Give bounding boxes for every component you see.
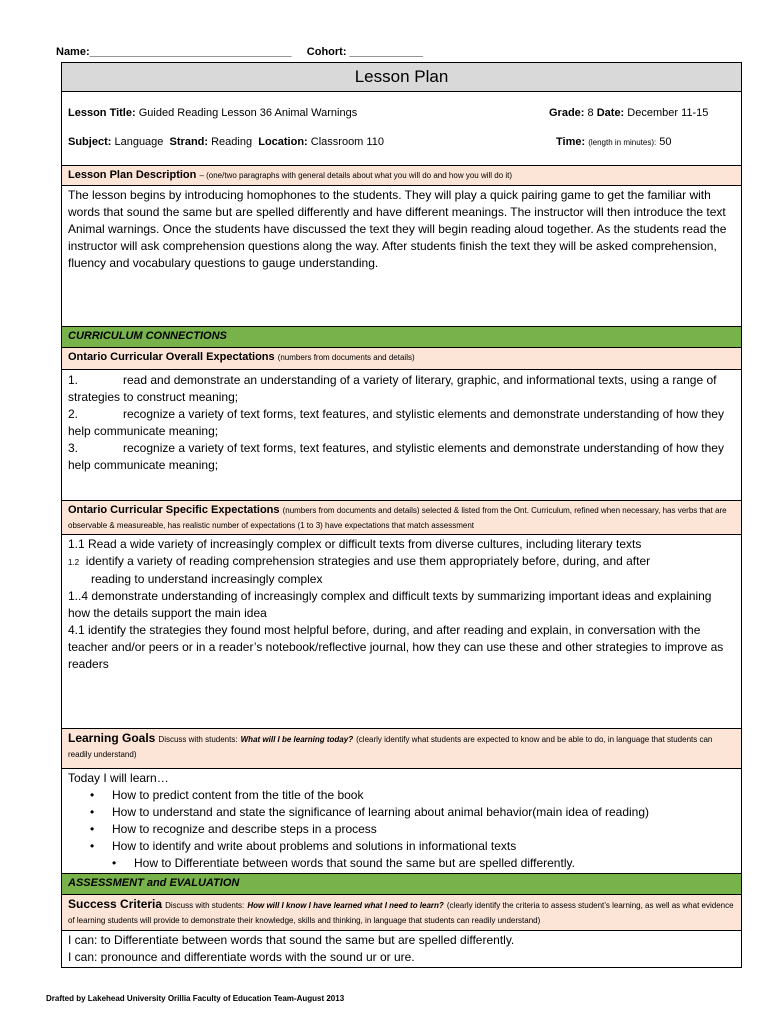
lesson-info xyxy=(62,91,741,165)
list-item: • How to identify and write about problems and solutions in informational texts xyxy=(112,838,735,855)
lesson-plan-table xyxy=(61,62,742,968)
success-criterion: I can: pronounce and differentiate words with the sound ur or ure. xyxy=(68,950,415,964)
description-text: The lesson begins by introducing homophones to the students. They will play a quick pairing game to get the familiar with words that sound the same but are spelled differently and have different meanings. The instructor will then introduce the text Animal warnings. Once the students have discussed the text they will begin reading aloud together. As the students read the instructor will ask comprehension questions along the way. After students finish the text they will be asked comprehension, fluency and vocabulary questions to gauge understanding. xyxy=(62,185,741,326)
specific-expectation-item-cont: reading to understand increasingly complex xyxy=(91,572,323,586)
learning-goals-header: Learning Goals Discuss with students: What will I be learning today? (clearly identify what students are expected to know and be able to do, in language that students can readily understand) xyxy=(62,728,741,768)
overall-expectations-list xyxy=(62,369,741,500)
specific-expectations-header: Ontario Curricular Specific Expectations (numbers from documents and details) selected & listed from the Ont. Curriculum, refined when necessary, has verbs that are observable & measureable, has realistic number of expectations (1 to 3) have expectations that match assessment xyxy=(62,500,741,534)
success-criterion: I can: to Differentiate between words that sound the same but are spelled differently. xyxy=(68,933,515,947)
subject-strand-location-field: Subject: Language Strand: Reading Location: Classroom 110 xyxy=(68,136,384,148)
overall-expectation-item: 1. read and demonstrate an understanding of a variety of literary, graphic, and informational texts, using a range of strategies to construct meaning; xyxy=(68,373,717,404)
lesson-title-field: Lesson Title: Guided Reading Lesson 36 Animal Warnings xyxy=(68,107,358,119)
description-header: Lesson Plan Description – (one/two paragraphs with general details about what you will do and how you will do it) xyxy=(62,165,741,185)
learning-goals-intro: Today I will learn… xyxy=(68,771,169,785)
name-field-label: Name:_________________________________ xyxy=(56,46,292,58)
grade-date-field: Grade: 8 Date: December 11-15 xyxy=(549,107,709,119)
name-cohort-line xyxy=(56,46,423,58)
overall-expectation-item: 3. recognize a variety of text forms, text features, and stylistic elements and demonstrate understanding of how they help communicate meaning; xyxy=(68,441,724,472)
list-item: • How to understand and state the significance of learning about animal behavior(main idea of reading) xyxy=(112,804,735,821)
success-criteria-header: Success Criteria Discuss with students: How will I know I have learned what I need to learn? (clearly identify the criteria to assess student’s learning, as well as what evidence of learning students will provide to demonstrate their knowledge, skills and thinking, in language that students can readily understand) xyxy=(62,894,741,930)
list-item: • How to predict content from the title of the book xyxy=(112,787,735,804)
page-title: Lesson Plan xyxy=(62,63,741,91)
specific-expectation-item: 1..4 demonstrate understanding of increasingly complex and difficult texts by summarizing important ideas and explaining how the details support the main idea xyxy=(68,589,712,620)
overall-expectations-header: Ontario Curricular Overall Expectations (numbers from documents and details) xyxy=(62,347,741,369)
specific-expectation-item: 1.1 Read a wide variety of increasingly complex or difficult texts from diverse cultures, including literary texts xyxy=(68,537,642,551)
success-criteria-list xyxy=(62,930,741,967)
list-item: • How to recognize and describe steps in a process xyxy=(112,821,735,838)
overall-expectation-item: 2. recognize a variety of text forms, text features, and stylistic elements and demonstrate understanding of how they help communicate meaning; xyxy=(68,407,724,438)
specific-expectation-item: 1.2 identify a variety of reading comprehension strategies and use them appropriately before, during, and after xyxy=(68,554,651,568)
assessment-evaluation-heading: ASSESSMENT and EVALUATION xyxy=(62,873,741,894)
footer-credit: Drafted by Lakehead University Orillia Faculty of Education Team-August 2013 xyxy=(46,994,345,1003)
list-item: • How to Differentiate between words that sound the same but are spelled differently. xyxy=(134,855,735,872)
cohort-field-label: Cohort: ____________ xyxy=(306,46,423,58)
time-field: Time: (length in minutes): 50 xyxy=(556,136,672,148)
learning-goals-list xyxy=(62,768,741,873)
specific-expectations-list xyxy=(62,534,741,728)
specific-expectation-item: 4.1 identify the strategies they found most helpful before, during, and after reading and explain, in conversation with the teacher and/or peers or in a reader’s notebook/reflective journal, how they can use these and other strategies to improve as readers xyxy=(68,623,724,671)
curriculum-connections-heading: CURRICULUM CONNECTIONS xyxy=(62,326,741,347)
